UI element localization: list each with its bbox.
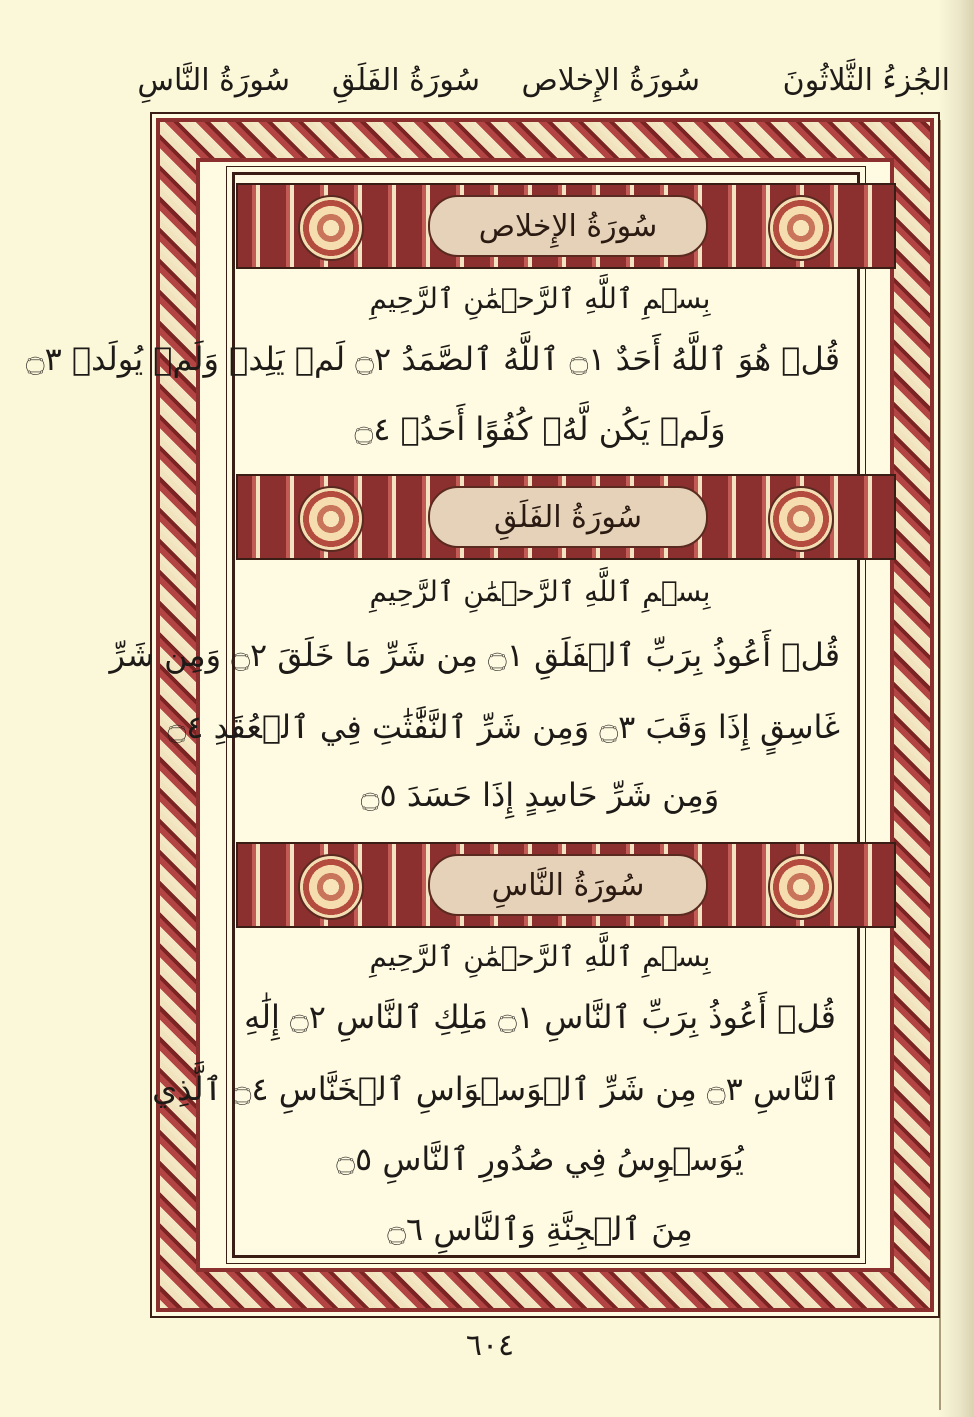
- ayah-line: قُلۡ أَعُوذُ بِرَبِّ ٱلۡفَلَقِ ۝١ مِن شَرِّ مَا خَلَقَ ۝٢ وَمِن شَرِّ: [109, 636, 840, 674]
- basmala-nas: بِسۡمِ ٱللَّهِ ٱلرَّحۡمَٰنِ ٱلرَّحِيمِ: [369, 940, 711, 973]
- running-header: [137, 55, 950, 115]
- basmala-ikhlas: بِسۡمِ ٱللَّهِ ٱلرَّحۡمَٰنِ ٱلرَّحِيمِ: [369, 282, 711, 315]
- surah-title-nas: سُورَةُ النَّاسِ: [428, 854, 708, 916]
- header-juz: الجُزءُ الثَّلاثُونَ: [782, 63, 950, 98]
- ayah-line: يُوَسۡوِسُ فِي صُدُورِ ٱلنَّاسِ ۝٥: [336, 1140, 744, 1178]
- surah-title-falaq: سُورَةُ الفَلَقِ: [428, 486, 708, 548]
- rosette-ornament: [768, 854, 834, 920]
- surah-title-band-nas: [236, 842, 896, 928]
- header-surah-ikhlas: سُورَةُ الإِخلاص: [521, 63, 700, 98]
- rosette-ornament: [298, 195, 364, 261]
- page-edge: [938, 0, 974, 1417]
- ayah-line: مِنَ ٱلۡجِنَّةِ وَٱلنَّاسِ ۝٦: [387, 1210, 693, 1248]
- basmala-falaq: بِسۡمِ ٱللَّهِ ٱلرَّحۡمَٰنِ ٱلرَّحِيمِ: [369, 575, 711, 608]
- surah-title-ikhlas: سُورَةُ الإِخلاص: [428, 195, 708, 257]
- rosette-ornament: [298, 486, 364, 552]
- ayah-line: قُلۡ هُوَ ٱللَّهُ أَحَدٌ ۝١ ٱللَّهُ ٱلصَّمَدُ ۝٢ لَمۡ يَلِدۡ وَلَمۡ يُولَدۡ ۝٣: [25, 340, 840, 378]
- rosette-ornament: [298, 854, 364, 920]
- ayah-line: وَلَمۡ يَكُن لَّهُۥ كُفُوًا أَحَدُۢ ۝٤: [354, 410, 726, 448]
- header-surah-nas: سُورَةُ النَّاسِ: [137, 63, 290, 98]
- ayah-line: غَاسِقٍ إِذَا وَقَبَ ۝٣ وَمِن شَرِّ ٱلنَّفَّٰثَٰتِ فِي ٱلۡعُقَدِ ۝٤: [167, 708, 840, 746]
- rosette-ornament: [768, 486, 834, 552]
- rosette-ornament: [768, 195, 834, 261]
- header-surah-falaq: سُورَةُ الفَلَقِ: [332, 63, 480, 98]
- ayah-line: ٱلنَّاسِ ۝٣ مِن شَرِّ ٱلۡوَسۡوَاسِ ٱلۡخَنَّاسِ ۝٤ ٱلَّذِي: [152, 1070, 840, 1108]
- surah-title-band-ikhlas: [236, 183, 896, 269]
- ayah-line: وَمِن شَرِّ حَاسِدٍ إِذَا حَسَدَ ۝٥: [360, 776, 720, 814]
- ayah-line: قُلۡ أَعُوذُ بِرَبِّ ٱلنَّاسِ ۝١ مَلِكِ ٱلنَّاسِ ۝٢ إِلَٰهِ: [244, 998, 836, 1036]
- page-number: ٦٠٤: [465, 1328, 515, 1363]
- surah-title-band-falaq: [236, 474, 896, 560]
